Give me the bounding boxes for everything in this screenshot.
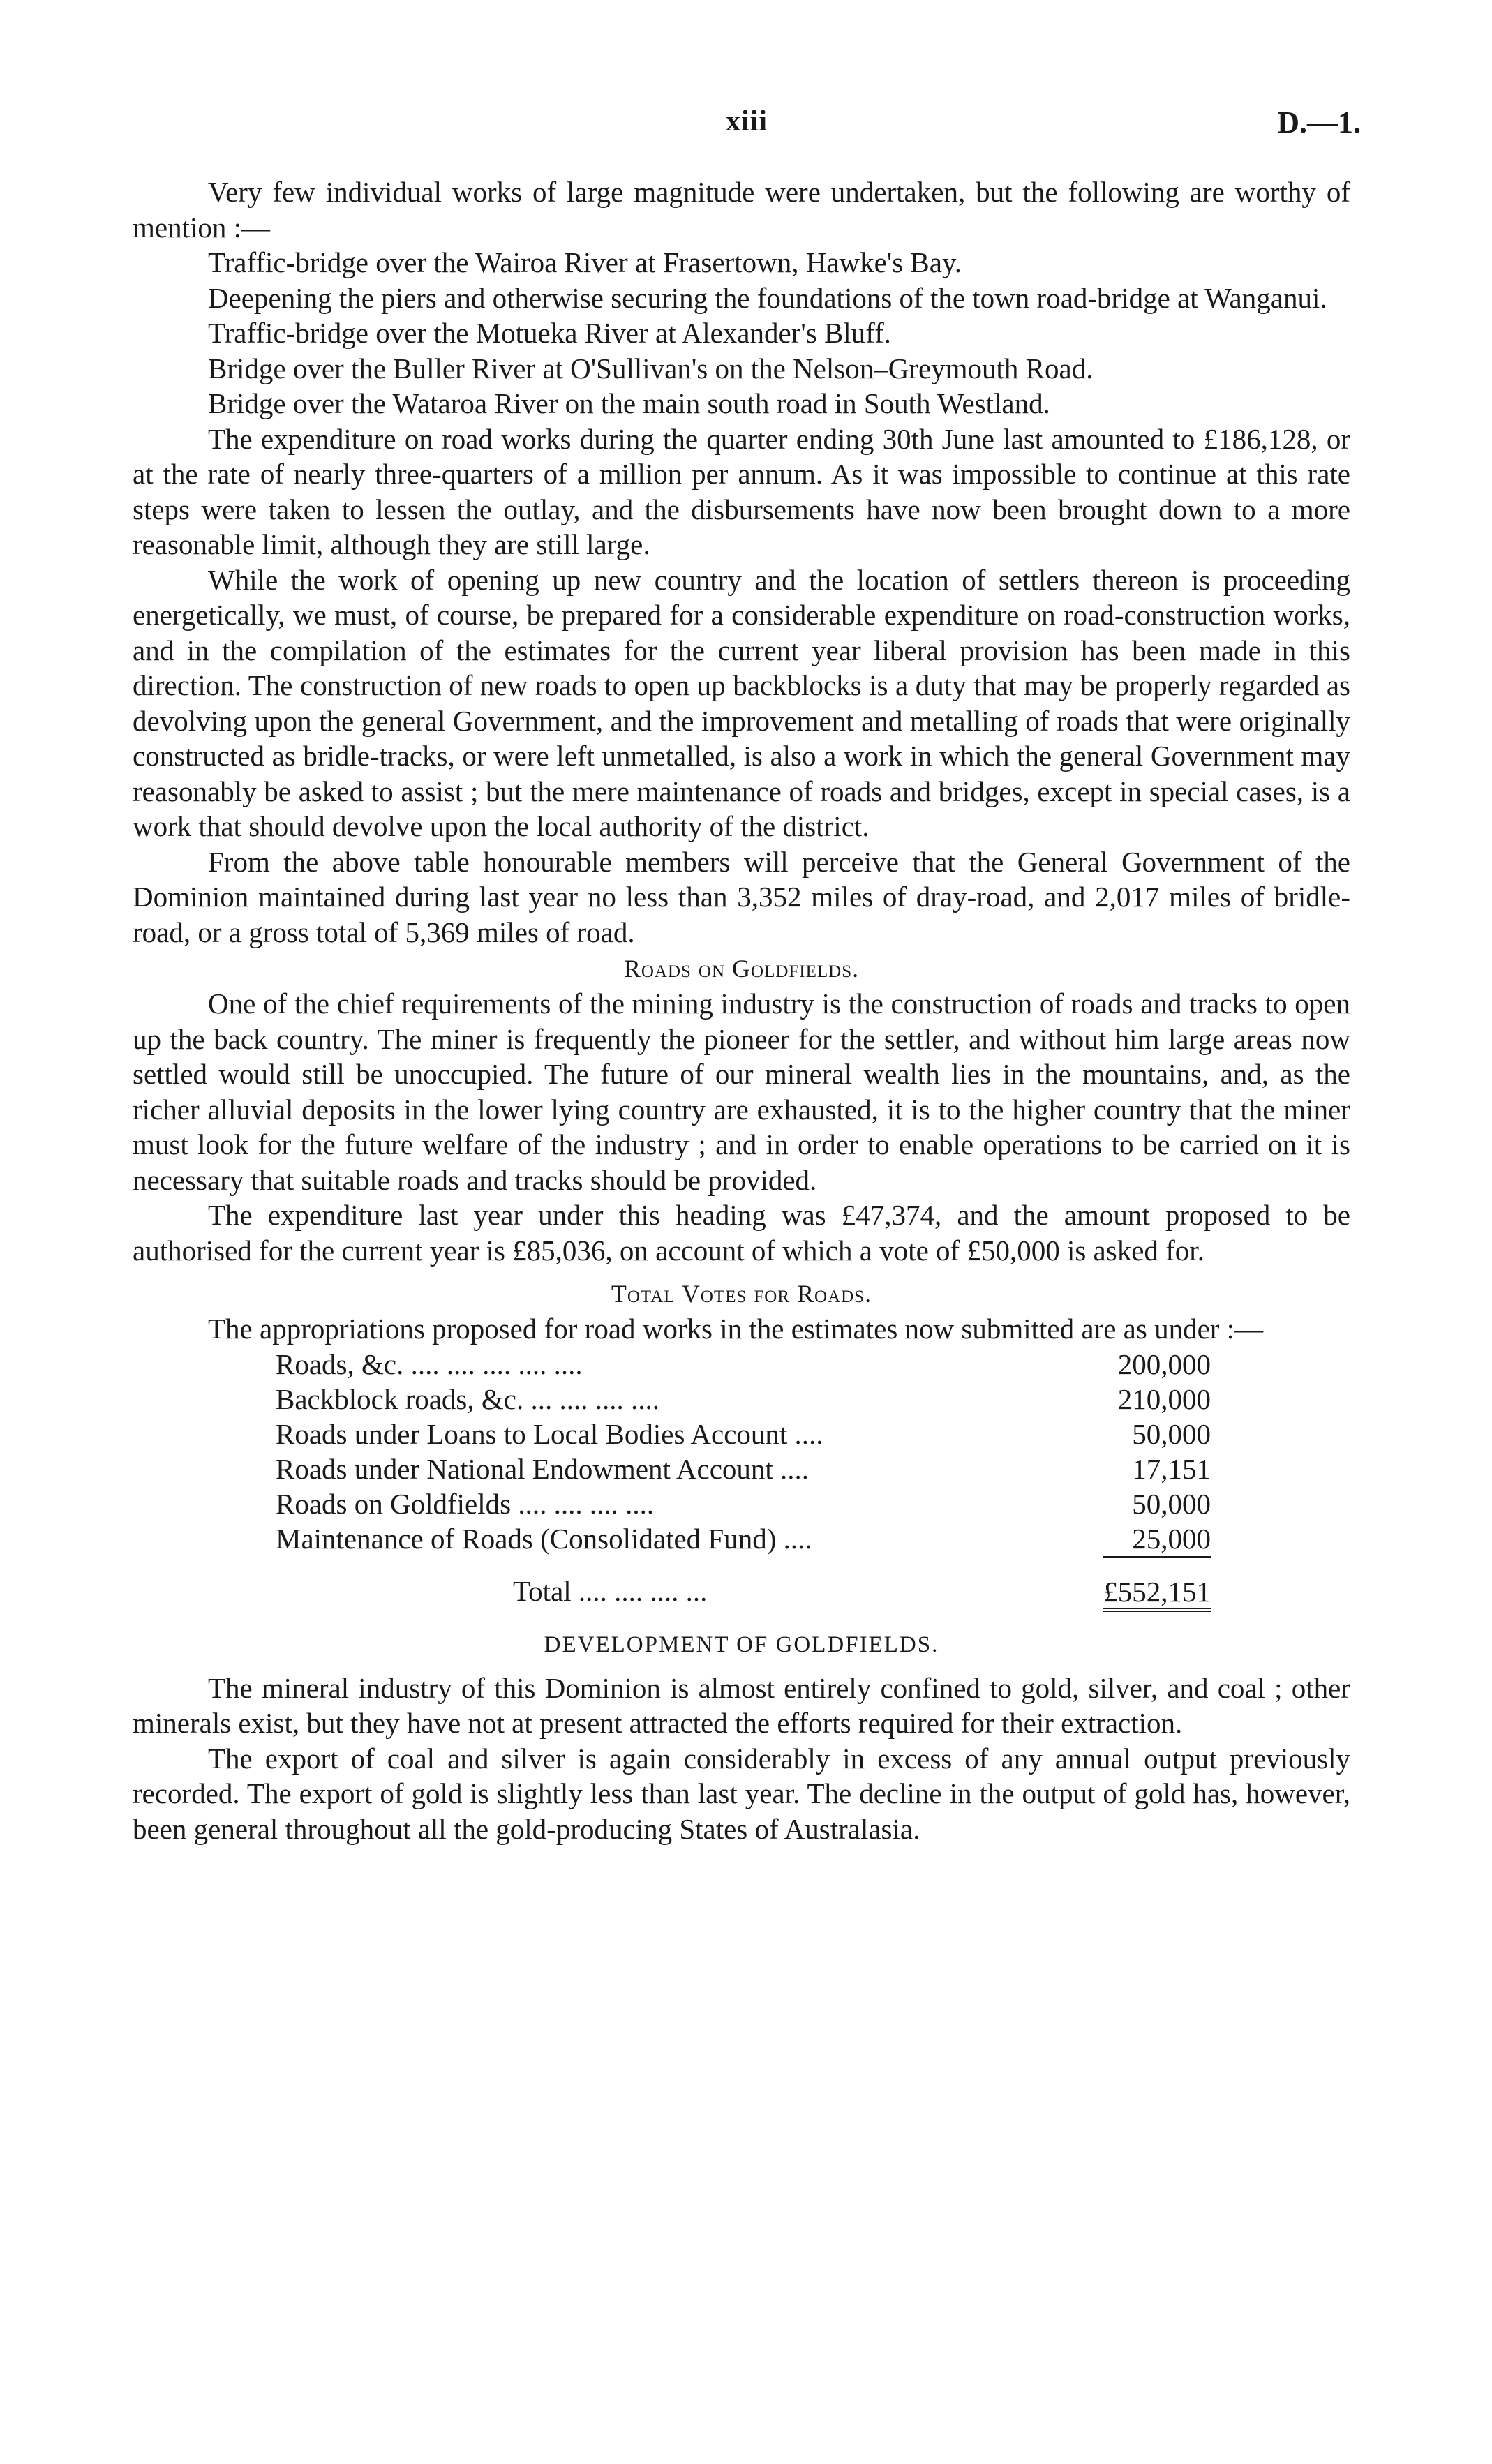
vote-amount: 17,151 bbox=[1132, 1452, 1211, 1485]
vote-amount: 50,000 bbox=[1132, 1487, 1211, 1520]
development-paragraph: The mineral industry of this Dominion is almost entirely confined to gold, silver, and coal ; other minerals exist, but they have not at present attracted the efforts required for their extraction. bbox=[133, 1671, 1350, 1739]
table-summary-paragraph: From the above table honourable members will perceive that the General Government of the Dominion maintained during last year no less than 3,352 miles of dray-road, and 2,017 miles of bridle-road, or a gross total of 5,369 miles of road. bbox=[133, 845, 1350, 948]
bridge-item: Traffic-bridge over the Motueka River at Alexander's Bluff. bbox=[208, 317, 891, 349]
vote-amount: 200,000 bbox=[1117, 1347, 1211, 1380]
page-number: xiii bbox=[725, 105, 768, 137]
bridge-item: Bridge over the Buller River at O'Sullivan's on the Nelson–Greymouth Road. bbox=[208, 352, 1094, 384]
total-amount-value: £552,151 bbox=[1103, 1576, 1211, 1612]
table-row bbox=[276, 1382, 1211, 1417]
table-row bbox=[276, 1417, 1211, 1451]
intro-paragraph: Very few individual works of large magnitude were undertaken, but the following are worthy of mention :— bbox=[133, 176, 1350, 244]
table-row bbox=[276, 1521, 1211, 1557]
appropriations-intro: The appropriations proposed for road works in the estimates now submitted are as under :— bbox=[208, 1313, 1264, 1345]
body-text bbox=[133, 174, 1350, 1846]
vote-label: Roads under Loans to Local Bodies Account .... bbox=[276, 1417, 823, 1450]
vote-amount: 210,000 bbox=[1117, 1382, 1211, 1415]
table-row bbox=[276, 1347, 1211, 1382]
new-country-paragraph: While the work of opening up new country and the location of settlers thereon is proceeding energetically, we must, of course, be prepared for a considerable expenditure on road-construction works, and in the compilation of the estimates for the current year liberal provision has been made in this direction. The construction of new roads to open up backblocks is a duty that may be properly regarded as devolving upon the general Government, and the improvement and metalling of roads that were originally constructed as bridle-tracks, or were left unmetalled, is also a work in which the general Government may reasonably be asked to assist ; but the mere maintenance of roads and bridges, except in special cases, is a work that should devolve upon the local authority of the district. bbox=[133, 563, 1350, 842]
vote-label: Maintenance of Roads (Consolidated Fund) .... bbox=[276, 1523, 812, 1555]
vote-label: Backblock roads, &c. ... .... .... .... bbox=[276, 1382, 659, 1415]
table-row bbox=[276, 1486, 1211, 1521]
document-reference: D.—1. bbox=[1277, 105, 1361, 140]
total-votes-heading: Total Votes for Roads. bbox=[611, 1280, 872, 1308]
vote-amount: 25,000 bbox=[1132, 1522, 1211, 1555]
total-amount bbox=[1103, 1557, 1211, 1609]
bridge-item: Bridge over the Wataroa River on the main south road in South Westland. bbox=[208, 387, 1050, 419]
bridge-item: Traffic-bridge over the Wairoa River at Frasertown, Hawke's Bay. bbox=[208, 246, 962, 278]
expenditure-paragraph: The expenditure on road works during the quarter ending 30th June last amounted to £186,128, or at the rate of nearly three-quarters of a million per annum. As it was impossible to continue at this rate steps were taken to lessen the outlay, and the disbursements have now been brought down to a more reasonable limit, although they are still large. bbox=[133, 422, 1350, 560]
goldfields-paragraph: One of the chief requirements of the mining industry is the construction of roads and tracks to open up the back country. The miner is frequently the pioneer for the settler, and without him large areas now settled would still be unoccupied. The future of our mineral wealth lies in the mountains, and, as the richer alluvial deposits in the lower lying country are exhausted, it is to the higher country that the miner must look for the future welfare of the industry ; and in order to enable operations to be carried on it is necessary that suitable roads and tracks should be provided. bbox=[133, 987, 1350, 1196]
goldfields-expenditure-paragraph: The expenditure last year under this heading was £47,374, and the amount proposed to be authorised for the current year is £85,036, on account of which a vote of £50,000 is asked for. bbox=[133, 1199, 1350, 1267]
roads-on-goldfields-heading: Roads on Goldfields. bbox=[623, 955, 860, 983]
vote-amount: 50,000 bbox=[1132, 1417, 1211, 1450]
total-label: Total .... .... .... ... bbox=[513, 1575, 708, 1607]
table-row bbox=[276, 1451, 1211, 1486]
vote-label: Roads, &c. .... .... .... .... .... bbox=[276, 1347, 583, 1380]
votes-table bbox=[276, 1347, 1211, 1609]
vote-label: Roads on Goldfields .... .... .... .... bbox=[276, 1487, 655, 1520]
page-header bbox=[133, 105, 1361, 147]
total-row bbox=[276, 1557, 1211, 1609]
development-export-paragraph: The export of coal and silver is again considerably in excess of any annual output previously recorded. The export of gold is slightly less than last year. The decline in the output of gold has, however, been general throughout all the gold-producing States of Australasia. bbox=[133, 1742, 1350, 1845]
development-heading: DEVELOPMENT OF GOLDFIELDS. bbox=[544, 1632, 939, 1657]
vote-label: Roads under National Endowment Account .... bbox=[276, 1452, 810, 1485]
bridge-item: Deepening the piers and otherwise securing the foundations of the town road-bridge at Wanganui. bbox=[208, 281, 1327, 314]
